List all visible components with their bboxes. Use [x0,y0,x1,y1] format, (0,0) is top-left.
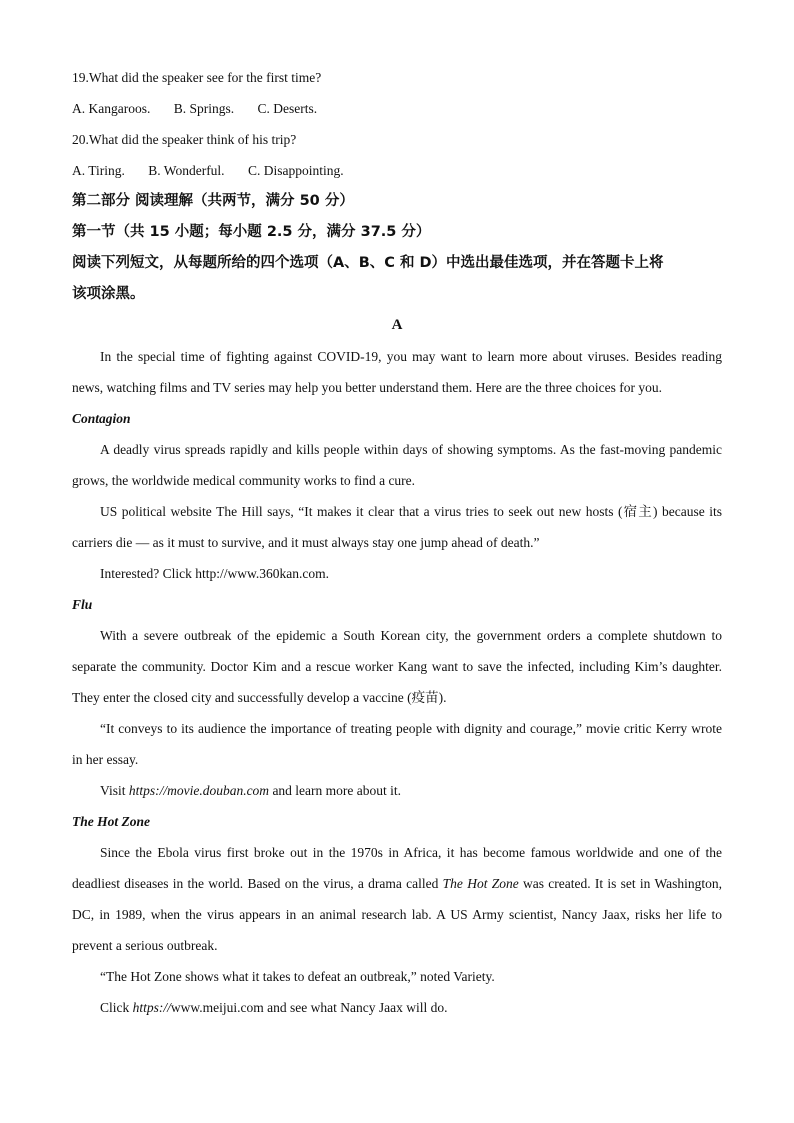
hot-zone-paragraph-1 [72,837,722,961]
part-title: 第二部分 阅读理解（共两节，满分 50 分） [72,193,354,209]
hot-zone-link-prefix: Click [100,1000,133,1015]
instruction-line-2: 该项涂黑。 [72,286,145,302]
item-title-flu: Flu [72,597,93,612]
flu-link-line [72,775,722,806]
section-title: 第一节（共 15 小题；每小题 2.5 分，满分 37.5 分） [72,224,431,240]
hot-zone-text-b: was created. It is set in Washington, DC, in 1989, when the virus appears in an animal research lab. A US Army scientist, Nancy Jaax, risks her life to prevent a serious outbreak. [72,876,722,953]
exam-page [72,62,722,1023]
question-20-option-b: B. Wonderful. [148,163,225,178]
hot-zone-paragraph-2: “The Hot Zone shows what it takes to defeat an outbreak,” noted Variety. [100,969,495,984]
item-title-contagion: Contagion [72,411,131,426]
flu-paragraph-2: “It conveys to its audience the importance of treating people with dignity and courage,” movie critic Kerry wrote in her essay. [72,721,722,767]
hot-zone-link-scheme: https:// [132,1000,171,1015]
question-20-stem: 20.What did the speaker think of his trip? [72,132,297,147]
question-19-option-a: A. Kangaroos. [72,101,151,116]
flu-link-prefix: Visit [100,783,129,798]
question-19-options [72,93,722,124]
question-19-option-b: B. Springs. [173,101,235,116]
hot-zone-text-a: Since the Ebola virus first broke out in the 1970s in Africa, it has become famous worldwide and one of the deadliest diseases in the world. Based on the virus, a drama called [72,845,722,891]
instruction-line-1: 阅读下列短文，从每题所给的四个选项（A、B、C 和 D）中选出最佳选项，并在答题卡上将 [72,255,664,271]
hot-zone-link-suffix: www.meijui.com and see what Nancy Jaax will do. [170,1000,448,1015]
hot-zone-link-line [72,992,722,1023]
flu-paragraph-1: With a severe outbreak of the epidemic a South Korean city, the government orders a complete shutdown to separate the community. Doctor Kim and a rescue worker Kang want to save the infected, including Kim’s daughter. They enter the closed city and successfully develop a vaccine (疫苗). [72,628,722,705]
question-19-option-c: C. Deserts. [257,101,318,116]
contagion-link-line: Interested? Click http://www.360kan.com. [100,566,329,581]
item-title-hot-zone: The Hot Zone [72,814,150,829]
contagion-paragraph-1: A deadly virus spreads rapidly and kills people within days of showing symptoms. As the fast-moving pandemic grows, the worldwide medical community works to find a cure. [72,442,722,488]
flu-link: https://movie.douban.com [128,783,270,798]
contagion-paragraph-2: US political website The Hill says, “It makes it clear that a virus tries to seek out new hosts (宿主) because its carriers die — as it must to survive, and it must always stay one jump ahead of death.” [72,504,722,550]
flu-link-suffix: and learn more about it. [269,783,402,798]
passage-letter: A [391,317,403,333]
question-20-option-a: A. Tiring. [72,163,125,178]
hot-zone-title-ref: The Hot Zone [442,876,519,891]
question-20-option-c: C. Disappointing. [247,163,344,178]
question-19-stem: 19.What did the speaker see for the first time? [72,70,322,85]
question-20-options [72,155,722,186]
passage-intro: In the special time of fighting against COVID-19, you may want to learn more about viruses. Besides reading news, watching films and TV series may help you better understand them. Here are the three choices for you. [72,349,722,395]
